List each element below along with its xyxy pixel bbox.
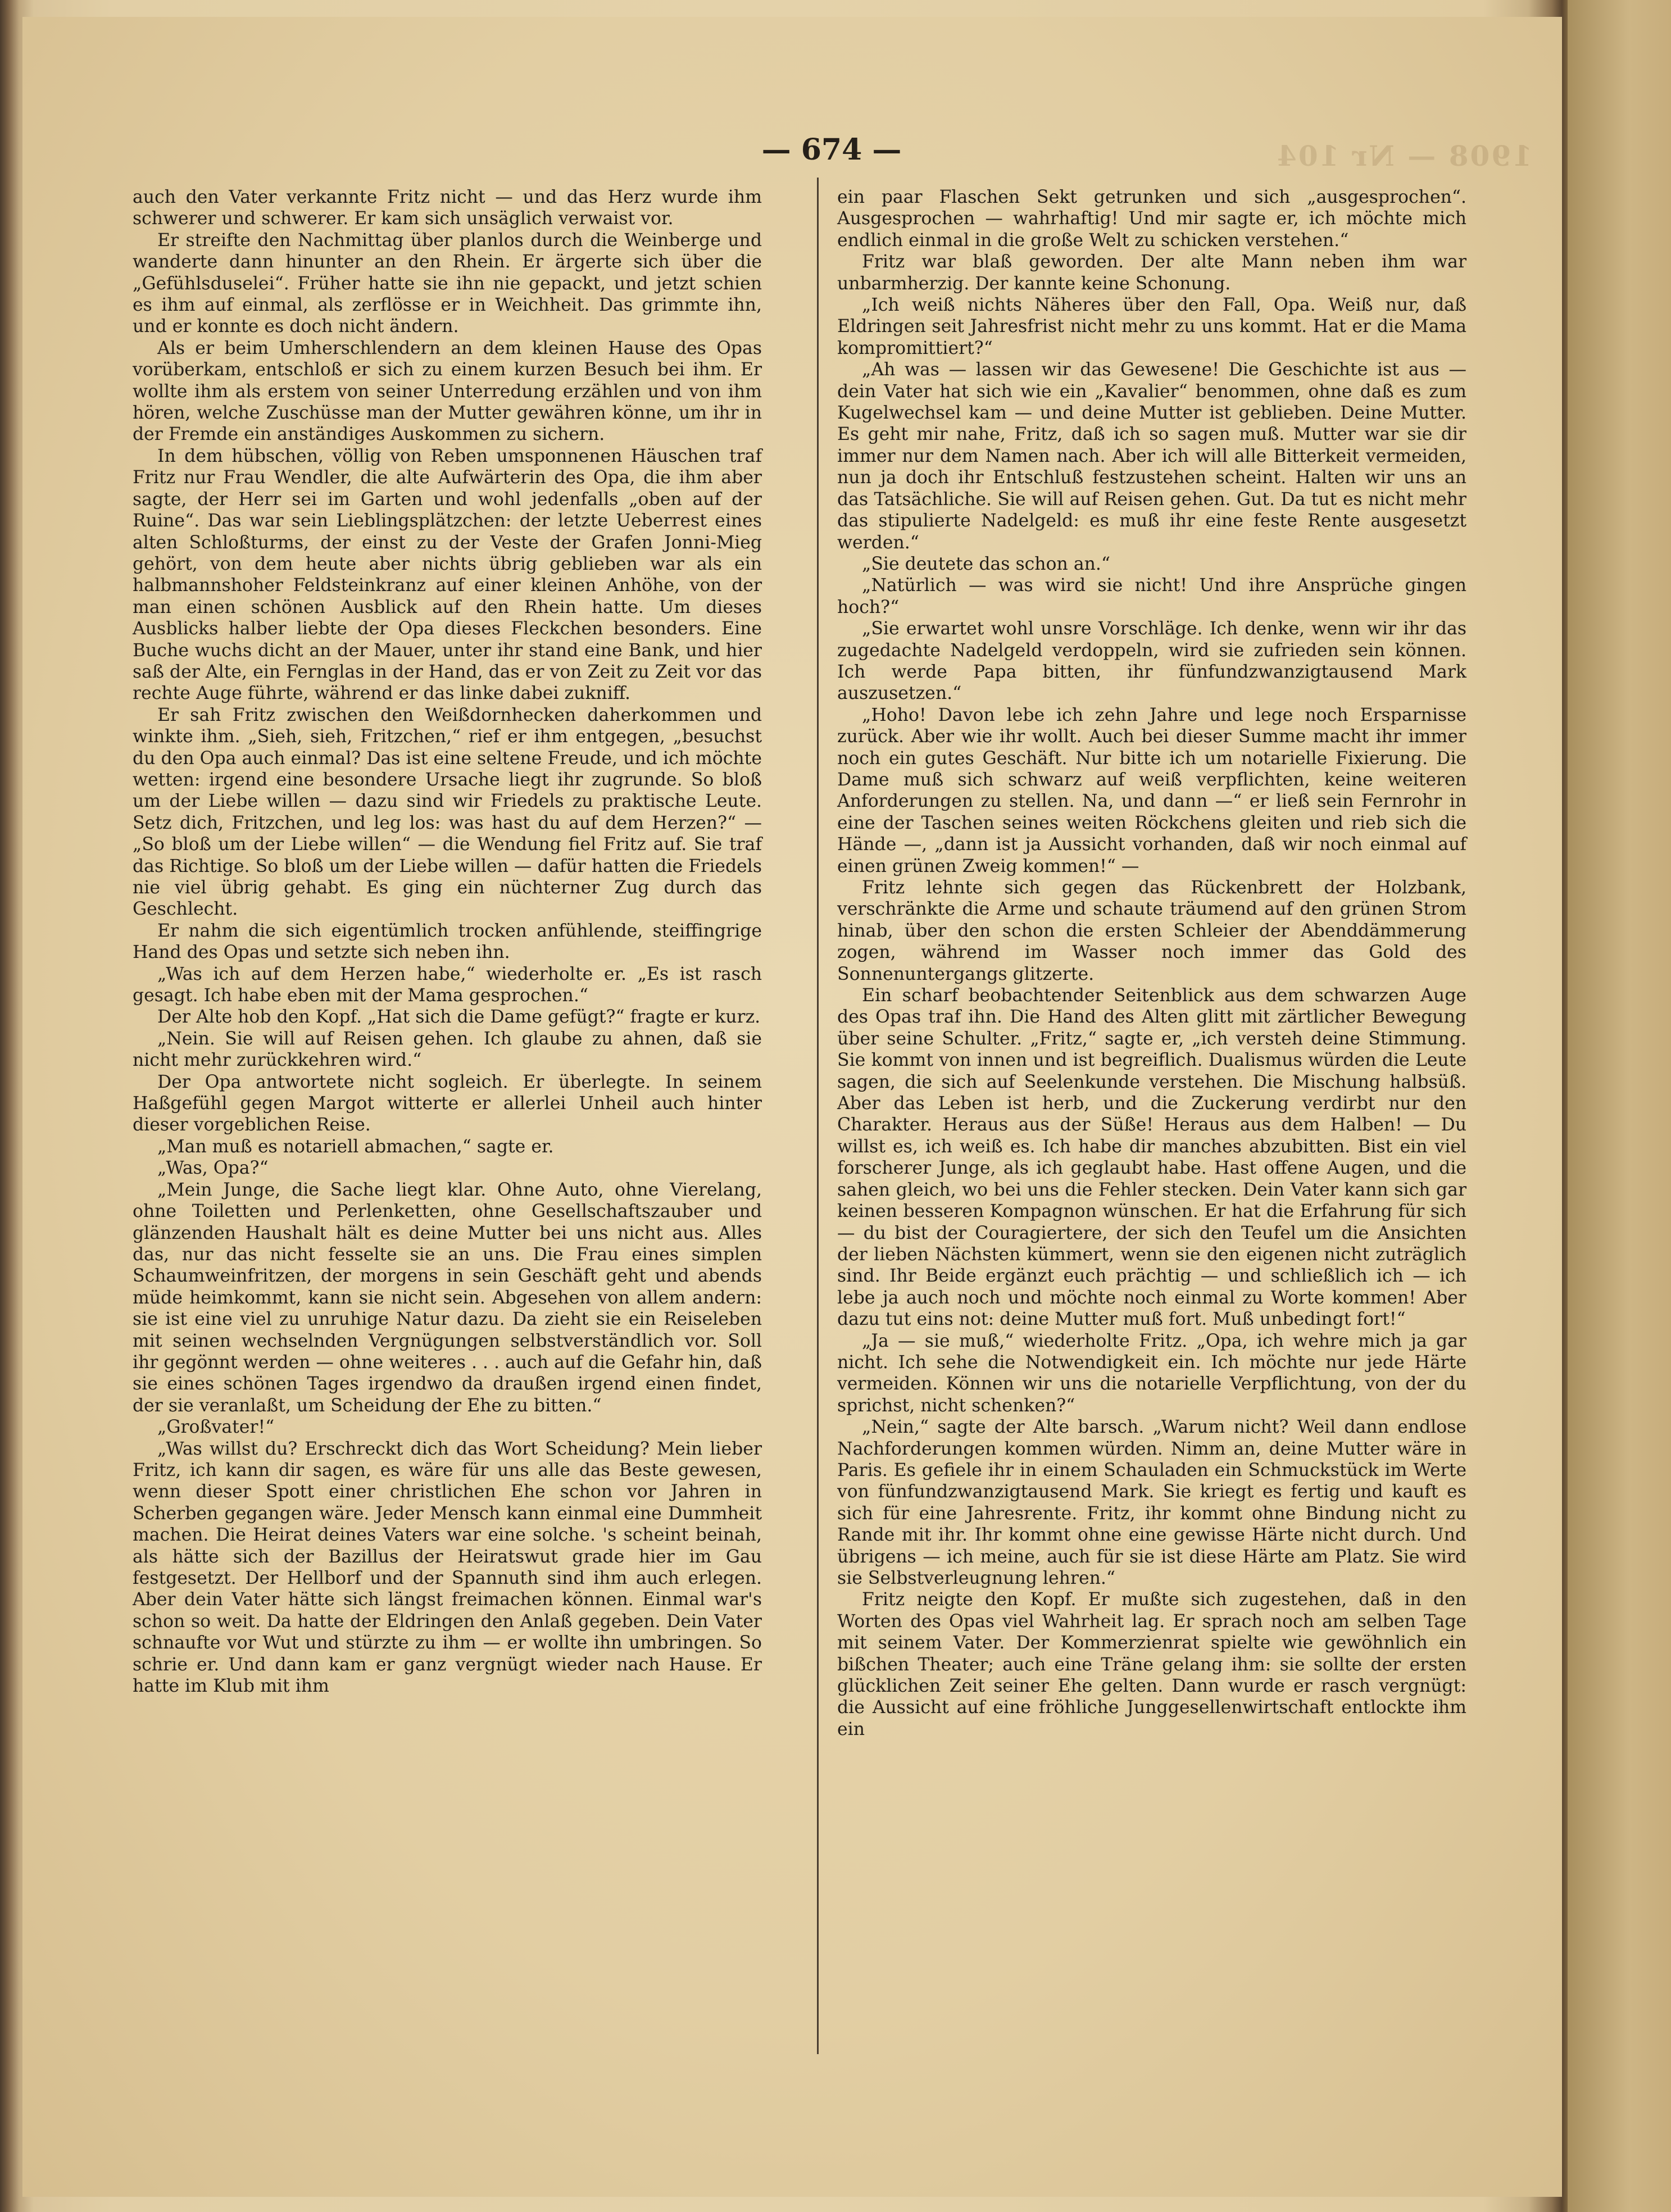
paragraph: „Ich weiß nichts Näheres über den Fall, Opa. Weiß nur, daß Eldringen seit Jahresfrist nicht mehr zu uns kommt. Hat er die Mama kompromittiert?“ <box>837 295 1466 358</box>
paragraph: „Was ich auf dem Herzen habe,“ wiederholte er. „Es ist rasch gesagt. Ich habe eben mit der Mama gesprochen.“ <box>133 964 762 1006</box>
paragraph: Fritz war blaß geworden. Der alte Mann neben ihm war unbarmherzig. Der kannte keine Schonung. <box>837 252 1466 294</box>
paragraph: Der Alte hob den Kopf. „Hat sich die Dame gefügt?“ fragte er kurz. <box>157 1007 761 1028</box>
right-column <box>837 187 1466 1740</box>
paragraph: „Ja — sie muß,“ wiederholte Fritz. „Opa, ich wehre mich ja gar nicht. Ich sehe die Notwendigkeit ein. Ich möchte nur jede Härte vermeiden. Können wir uns die notarielle Verpflichtung, von der du sprichst, nicht schenken?“ <box>837 1330 1466 1416</box>
paragraph: Als er beim Umherschlendern an dem kleinen Hause des Opas vorüberkam, entschloß er sich zu einem kurzen Besuch bei ihm. Er wollte ihm als erstem von seiner Unterredung erzählen und von ihm hören, welche Zuschüsse man der Mutter gewähren könne, um ihr in der Fremde ein anständiges Auskommen zu sichern. <box>133 338 762 445</box>
paragraph: „Mein Junge, die Sache liegt klar. Ohne Auto, ohne Vierelang, ohne Toiletten und Perlenketten, ohne Gesellschaftszauber und glänzenden Haushalt hält es deine Mutter bei uns nicht aus. Alles das, nur das nicht fesselte sie an uns. Die Frau eines simplen Schaumweinfritzen, der morgens in sein Geschäft geht und abends müde heimkommt, kann sie nicht sein. Abgesehen von allem andern: sie ist eine viel zu unruhige Natur dazu. Da zieht sie ein Reiseleben mit seinen wechselnden Vergnügungen selbstverständlich vor. Soll ihr gegönnt werden — ohne weiteres . . . auch auf die Gefahr hin, daß sie eines schönen Tages irgendwo da draußen irgend einen findet, der sie veranlaßt, um Scheidung der Ehe zu bitten.“ <box>133 1179 762 1416</box>
paragraph: „Was, Opa?“ <box>157 1158 269 1179</box>
paragraph: Fritz neigte den Kopf. Er mußte sich zugestehen, daß in den Worten des Opas viel Wahrheit lag. Er sprach noch am selben Tage mit seinem Vater. Der Kommerzienrat spielte wie gewöhnlich ein bißchen Theater; auch eine Träne gelang ihm: sie sollte der ersten glücklichen Zeit seiner Ehe gelten. Dann wurde er rasch vergnügt: die Aussicht auf eine fröhliche Junggesellenwirtschaft entlockte ihm ein <box>837 1589 1466 1739</box>
paragraph: „Was willst du? Erschreckt dich das Wort Scheidung? Mein lieber Fritz, ich kann dir sagen, es wäre für uns alle das Beste gewesen, wenn dieser Spott einer christlichen Ehe schon vor Jahren in Scherben gegangen wäre. Jeder Mensch kann einmal eine Dummheit machen. Die Heirat deines Vaters war eine solche. 's scheint beinah, als hätte sich der Bazillus der Heiratswut grade hier im Gau festgesetzt. Der Hellborf und der Spannuth sind ihm auch erlegen. Aber dein Vater hätte sich längst freimachen können. Einmal war's schon so weit. Da hatte der Eldringen den Anlaß gegeben. Dein Vater schnaufte vor Wut und stürzte zu ihm — er wollte ihn umbringen. So schrie er. Und dann kam er ganz vergnügt wieder nach Hause. Er hatte im Klub mit ihm <box>133 1438 762 1697</box>
paragraph: „Natürlich — was wird sie nicht! Und ihre Ansprüche gingen hoch?“ <box>837 575 1466 617</box>
paragraph: Er streifte den Nachmittag über planlos durch die Weinberge und wanderte dann hinunter an den Rhein. Er ärgerte sich über die „Gefühlsduselei“. Früher hatte sie ihn nie gepackt, und jetzt schien es ihm auf einmal, als zerflösse er in Weichheit. Das grimmte ihn, und er konnte es doch nicht ändern. <box>133 230 762 337</box>
paragraph: „Nein. Sie will auf Reisen gehen. Ich glaube zu ahnen, daß sie nicht mehr zurückkehren wird.“ <box>133 1028 762 1071</box>
paragraph: Er nahm die sich eigentümlich trocken anfühlende, steiffingrige Hand des Opas und setzte sich neben ihn. <box>133 920 762 963</box>
paragraph: Ein scharf beobachtender Seitenblick aus dem schwarzen Auge des Opas traf ihn. Die Hand des Alten glitt mit zärtlicher Bewegung über seine Schulter. „Fritz,“ sagte er, „ich versteh deine Stimmung. Sie kommt von innen und ist begreiflich. Dualismus würden die Leute sagen, die sich auf Seelenkunde verstehen. Die Mischung halbsüß. Aber das Leben ist herb, und die Zuckerung verdirbt nur den Charakter. Heraus aus der Süße! Heraus aus dem Halben! — Du willst es, ich weiß es. Ich habe dir manches abzubitten. Bist ein viel forscherer Junge, als ich geglaubt habe. Hast offene Augen, und die sahen gleich, wo bei uns die Fehler stecken. Dein Vater kann sich gar keinen besseren Kompagnon wünschen. Er hat die Erfahrung für sich — du bist der Couragiertere, der sich den Teufel um die Ansichten der lieben Nächsten kümmert, wenn sie den eigenen nicht zuträglich sind. Ihr Beide ergänzt euch prächtig — und schließlich ich — ich lebe ja auch noch und möchte noch einmal zu Worte kommen! Aber dazu tut eins not: deine Mutter muß fort. Muß unbedingt fort!“ <box>837 985 1466 1330</box>
page-number: — 674 — <box>761 133 902 167</box>
paragraph: „Großvater!“ <box>157 1417 275 1438</box>
paragraph: „Nein,“ sagte der Alte barsch. „Warum nicht? Weil dann endlose Nachforderungen kommen würden. Nimm an, deine Mutter wäre in Paris. Es gefiele ihr in einem Schauladen ein Schmuckstück im Werte von fünfundzwanzigtausend Mark. Sie kriegt es fertig und kauft es sich für eine Jahresrente. Fritz, ihr kommt ohne Bindung nicht zu Rande mit ihr. Ihr kommt ohne eine gewisse Härte nicht durch. Und übrigens — ich meine, auch für sie ist diese Härte am Platz. Sie wird sie Selbstverleugnung lehren.“ <box>837 1417 1466 1588</box>
paragraph: Der Opa antwortete nicht sogleich. Er überlegte. In seinem Haßgefühl gegen Margot witterte er allerlei Unheil auch hinter dieser vorgeblichen Reise. <box>133 1071 762 1135</box>
paragraph: „Sie deutete das schon an.“ <box>862 553 1110 574</box>
left-column <box>133 187 762 1697</box>
paragraph: „Hoho! Davon lebe ich zehn Jahre und lege noch Ersparnisse zurück. Aber wie ihr wollt. Auch bei dieser Summe macht ihr immer noch ein gutes Geschäft. Nur bitte ich um notarielle Fixierung. Die Dame muß sich schwarz auf weiß verpflichten, keine weiteren Anforderungen zu stellen. Na, und dann —“ er ließ sein Fernrohr in eine der Taschen seines weiten Röckchens gleiten und rieb sich die Hände —, „dann ist ja Aussicht vorhanden, daß wir noch einmal auf einen grünen Zweig kommen!“ — <box>837 705 1466 876</box>
column-divider <box>817 178 819 2054</box>
next-page-edge <box>1568 0 1671 2212</box>
paragraph: „Sie erwartet wohl unsre Vorschläge. Ich denke, wenn wir ihr das zugedachte Nadelgeld verdoppeln, wird sie zufrieden sein können. Ich werde Papa bitten, ihr fünfundzwanzigtausend Mark auszusetzen.“ <box>837 619 1466 704</box>
paragraph: auch den Vater verkannte Fritz nicht — und das Herz wurde ihm schwerer und schwerer. Er kam sich unsäglich verwaist vor. <box>133 187 762 229</box>
paragraph: „Ah was — lassen wir das Gewesene! Die Geschichte ist aus — dein Vater hat sich wie ein „Kavalier“ benommen, ohne daß es zum Kugelwechsel kam — und deine Mutter ist geblieben. Deine Mutter. Es geht mir nahe, Fritz, daß ich so sagen muß. Mutter war sie dir immer nur dem Namen nach. Aber ich will alle Bitterkeit vermeiden, nun ja doch ihr Entschluß festzustehen scheint. Halten wir uns an das Tatsächliche. Sie will auf Reisen gehen. Gut. Da tut es nicht mehr das stipulierte Nadelgeld: es muß ihr eine feste Rente ausgesetzt werden.“ <box>837 360 1466 553</box>
paragraph: Fritz lehnte sich gegen das Rückenbrett der Holzbank, verschränkte die Arme und schaute träumend auf den grünen Strom hinab, über den schon die ersten Schleier der Abenddämmerung zogen, während im Wasser noch immer das Gold des Sonnenuntergangs glitzerte. <box>837 878 1466 984</box>
show-through-text: 1908 — Nr 104 <box>1275 139 1532 172</box>
paragraph: In dem hübschen, völlig von Reben umsponnenen Häuschen traf Fritz nur Frau Wendler, die alte Aufwärterin des Opa, die ihm aber sagte, der Herr sei im Garten und wohl jedenfalls „oben auf der Ruine“. Das war sein Lieblingsplätzchen: der letzte Ueberrest eines alten Schloßturms, der einst zu der Veste der Grafen Jonni-Mieg gehört, von dem heute aber nichts übrig geblieben war als ein halbmannshoher Feldsteinkranz auf einer kleinen Anhöhe, von der man einen schönen Ausblick auf den Rhein hatte. Um dieses Ausblicks halber liebte der Opa dieses Fleckchen besonders. Eine Buche wuchs dicht an der Mauer, unter ihr stand eine Bank, und hier saß der Alte, ein Fernglas in der Hand, das er von Zeit zu Zeit vor das rechte Auge führte, während er das linke dabei zukniff. <box>133 446 762 704</box>
paragraph: ein paar Flaschen Sekt getrunken und sich „ausgesprochen“. Ausgesprochen — wahrhaftig! Und mir sagte er, ich möchte mich endlich einmal in die große Welt zu schicken verstehen.“ <box>837 187 1466 251</box>
paragraph: „Man muß es notariell abmachen,“ sagte er. <box>157 1136 554 1157</box>
paragraph: Er sah Fritz zwischen den Weißdornhecken daherkommen und winkte ihm. „Sieh, sieh, Fritzchen,“ rief er ihm entgegen, „besuchst du den Opa auch einmal? Das ist eine seltene Freude, und ich möchte wetten: irgend eine besondere Ursache liegt ihr zugrunde. So bloß um der Liebe willen — dazu sind wir Friedels zu praktische Leute. Setz dich, Fritzchen, und leg los: was hast du auf dem Herzen?“ — „So bloß um der Liebe willen“ — die Wendung fiel Fritz auf. Sie traf das Richtige. So bloß um der Liebe willen — dafür hatten die Friedels nie viel übrig gehabt. Es ging ein nüchterner Zug durch das Geschlecht. <box>133 705 762 920</box>
